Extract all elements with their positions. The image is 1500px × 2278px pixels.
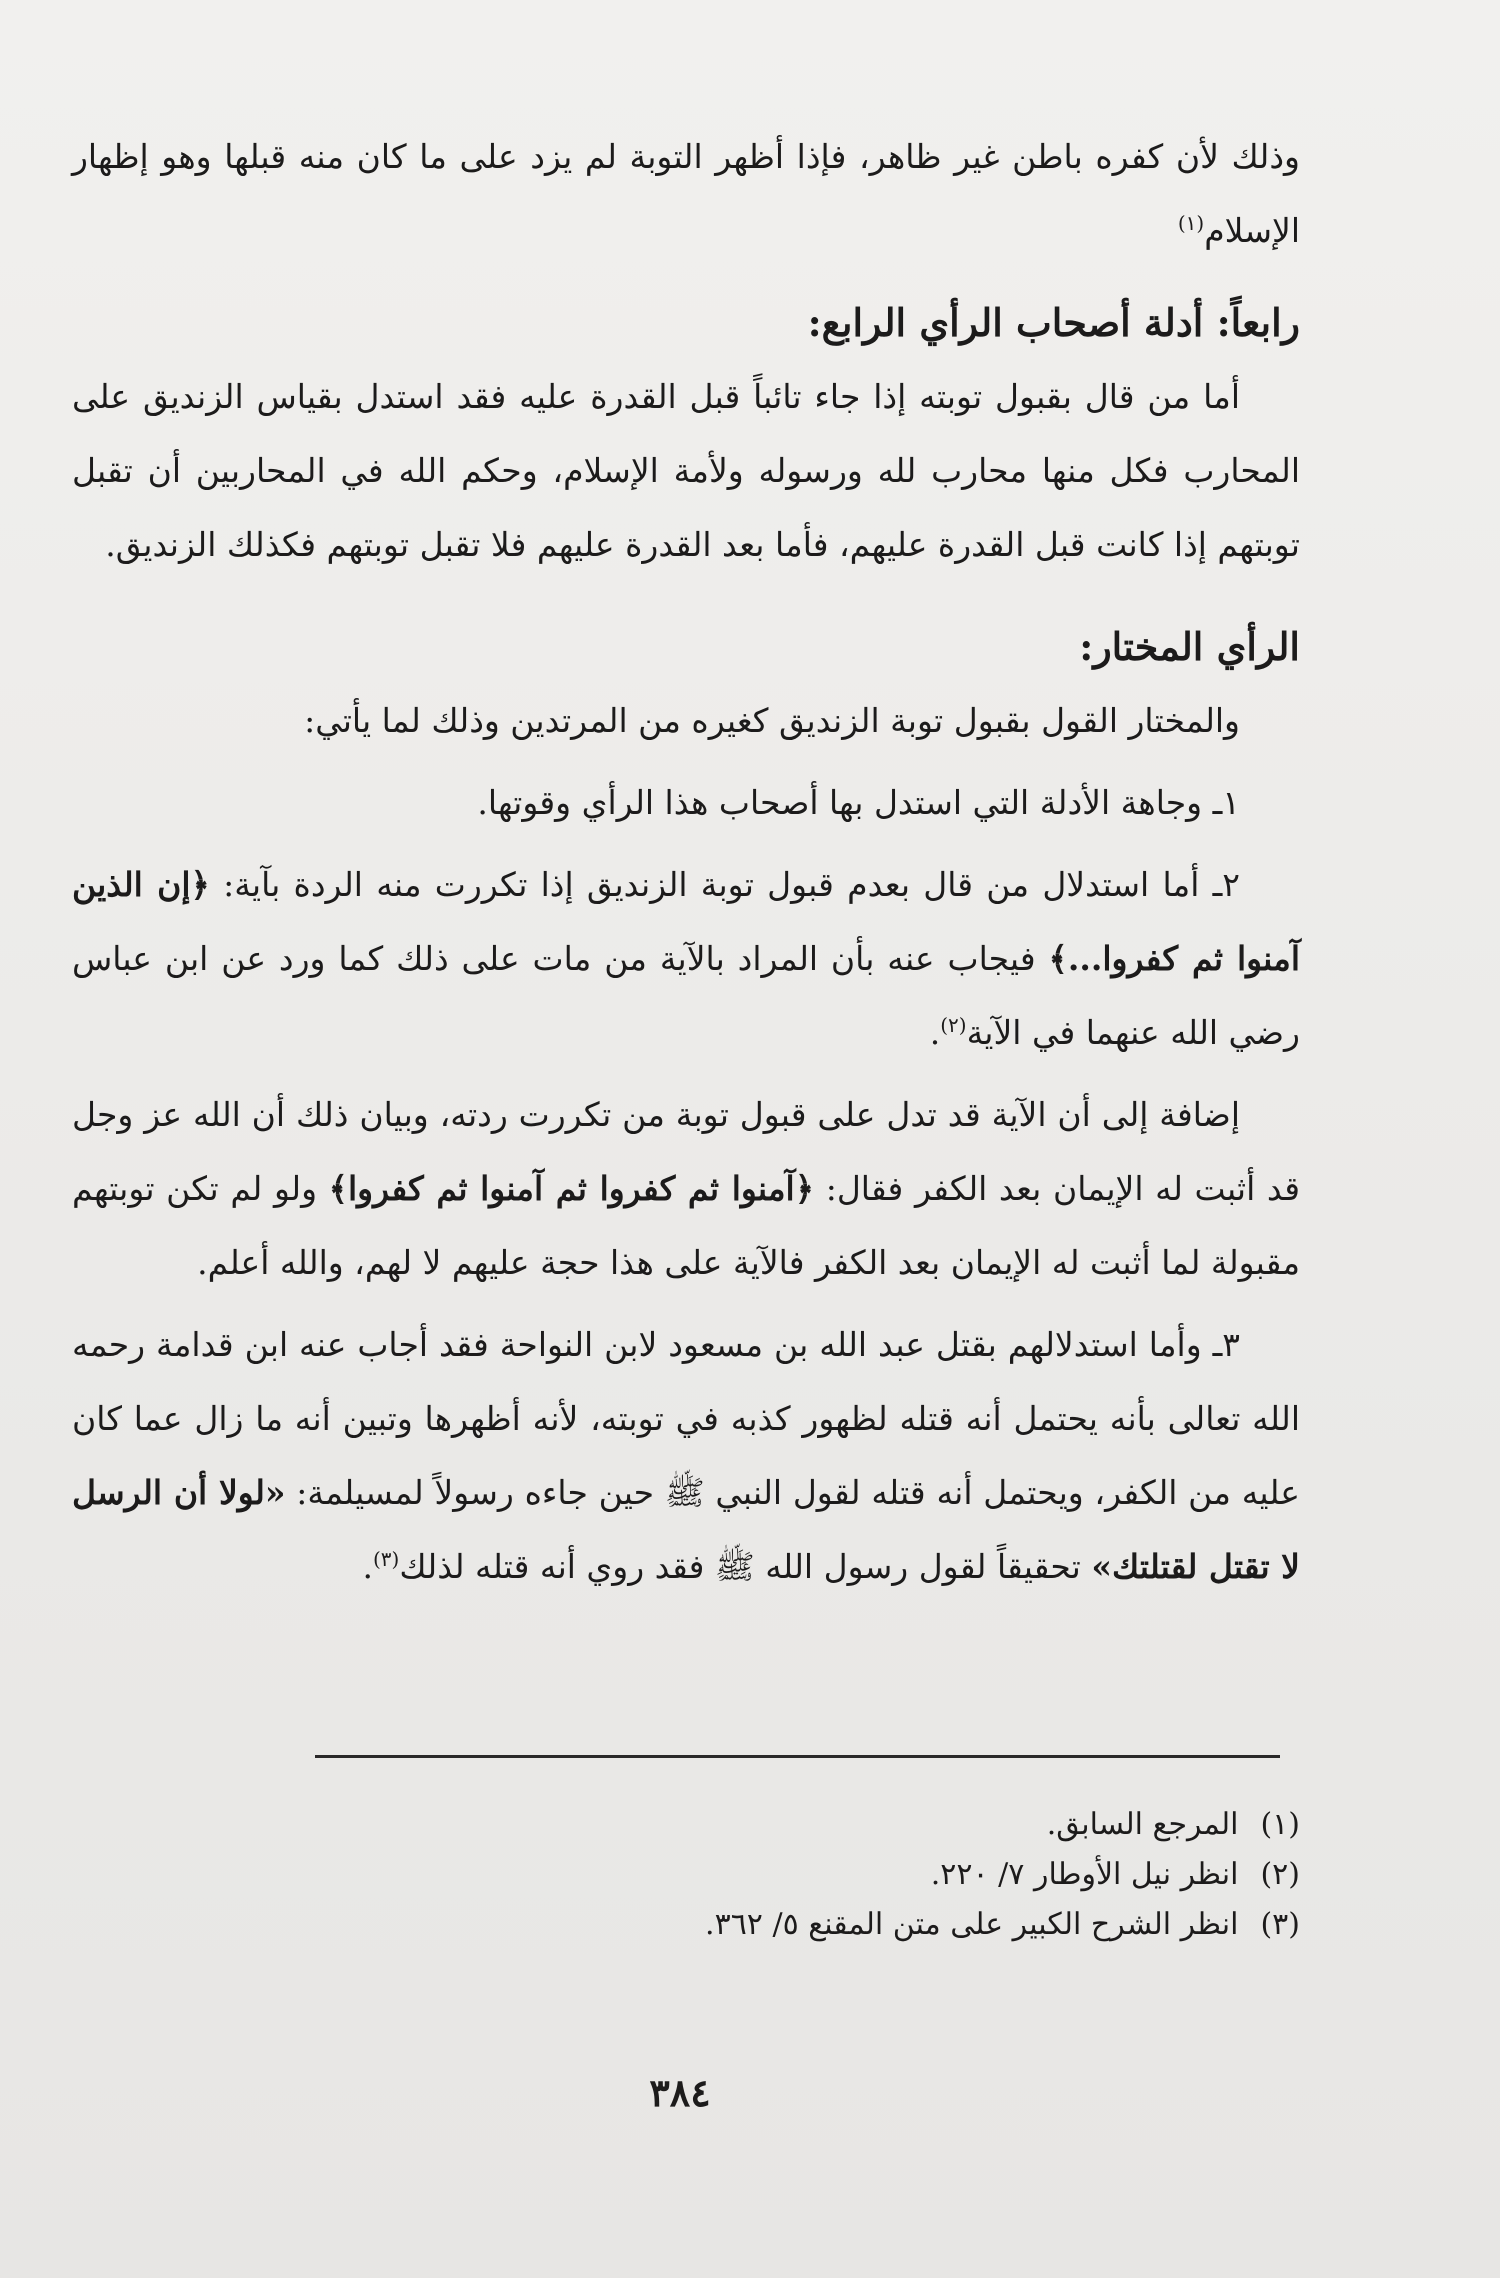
list-item-1: ١ـ وجاهة الأدلة التي استدل بها أصحاب هذا الرأي وقوتها.	[477, 783, 1240, 822]
fourth-opinion-paragraph: أما من قال بقبول توبته إذا جاء تائباً قبل القدرة عليه فقد استدل بقياس الزنديق على المحارب فكل منها محارب لله ورسوله ولأمة الإسلام، وحكم الله في المحاربين أن تقبل توبتهم إذا كانت قبل القدرة عليهم، فأما بعد القدرة عليهم فلا تقبل توبتهم فكذلك الزنديق.	[72, 377, 1300, 564]
footnote-number: (١)	[1260, 1807, 1300, 1842]
footnote-ref: (٣)	[372, 1547, 400, 1571]
chosen-opinion-paragraph: والمختار القول بقبول توبة الزنديق كغيره من المرتدين وذلك لما يأتي:	[304, 701, 1240, 740]
hadith-quote: «لولا أن الرسل لا تقتل لقتلتك»	[72, 1473, 1300, 1586]
footnote-3	[300, 1900, 1300, 1950]
page-number: ٣٨٤	[649, 2070, 711, 2115]
footnote-number: (٣)	[1260, 1907, 1300, 1942]
quran-verse: ﴿إن الذين آمنوا ثم كفروا...﴾	[72, 865, 1300, 978]
list-item-2: ٢ـ أما استدلال من قال بعدم قبول توبة الزنديق إذا تكررت منه الردة بآية: ﴿إن الذين آمنوا ثم كفروا...﴾ فيجاب عنه بأن المراد بالآية من مات على ذلك كما ورد عن ابن عباس رضي الله عنهما في الآية$^{(٢)}$.	[72, 865, 1300, 1052]
footnote-1	[300, 1800, 1300, 1850]
quran-verse: ﴿آمنوا ثم كفروا ثم آمنوا ثم كفروا﴾	[328, 1169, 815, 1208]
footnote-ref: (٢)	[940, 1013, 967, 1037]
footnotes	[300, 1800, 1300, 1950]
footnote-ref: (١)	[1177, 211, 1205, 235]
footnote-text: انظر نيل الأوطار ٧/ ٢٢٠.	[930, 1857, 1239, 1892]
footnote-text: انظر الشرح الكبير على متن المقنع ٥/ ٣٦٢.	[705, 1907, 1239, 1942]
footnote-number: (٢)	[1260, 1857, 1300, 1892]
list-item-3: ٣ـ وأما استدلالهم بقتل عبد الله بن مسعود لابن النواحة فقد أجاب عنه ابن قدامة رحمه الله تعالى بأنه يحتمل أنه قتله لظهور كذبه في توبته، لأنه أظهرها وتبين أنه ما زال عما كان عليه من الكفر، ويحتمل أنه قتله لقول النبي ﷺ حين جاءه رسولاً لمسيلمة: «لولا أن الرسل لا تقتل لقتلتك» تحقيقاً لقول رسول الله ﷺ فقد روي أنه قتله لذلك$^{(٣)}$.	[72, 1325, 1300, 1586]
footnote-2	[300, 1850, 1300, 1900]
section-heading-chosen-opinion: الرأي المختار:	[1079, 624, 1300, 669]
intro-paragraph: وذلك لأن كفره باطن غير ظاهر، فإذا أظهر التوبة لم يزد على ما كان منه قبلها وهو إظهار الإسلام$^{(١)}$	[72, 137, 1300, 250]
main-text	[72, 120, 1300, 1604]
section-heading-fourth-opinion: رابعاً: أدلة أصحاب الرأي الرابع:	[807, 300, 1300, 345]
footnote-text: المرجع السابق.	[1046, 1807, 1239, 1842]
additional-paragraph: إضافة إلى أن الآية قد تدل على قبول توبة من تكررت ردته، وبيان ذلك أن الله عز وجل قد أثبت له الإيمان بعد الكفر فقال: ﴿آمنوا ثم كفروا ثم آمنوا ثم كفروا﴾ ولو لم تكن توبتهم مقبولة لما أثبت له الإيمان بعد الكفر فالآية على هذا حجة عليهم لا لهم، والله أعلم.	[72, 1095, 1300, 1282]
footnote-divider	[315, 1755, 1280, 1758]
